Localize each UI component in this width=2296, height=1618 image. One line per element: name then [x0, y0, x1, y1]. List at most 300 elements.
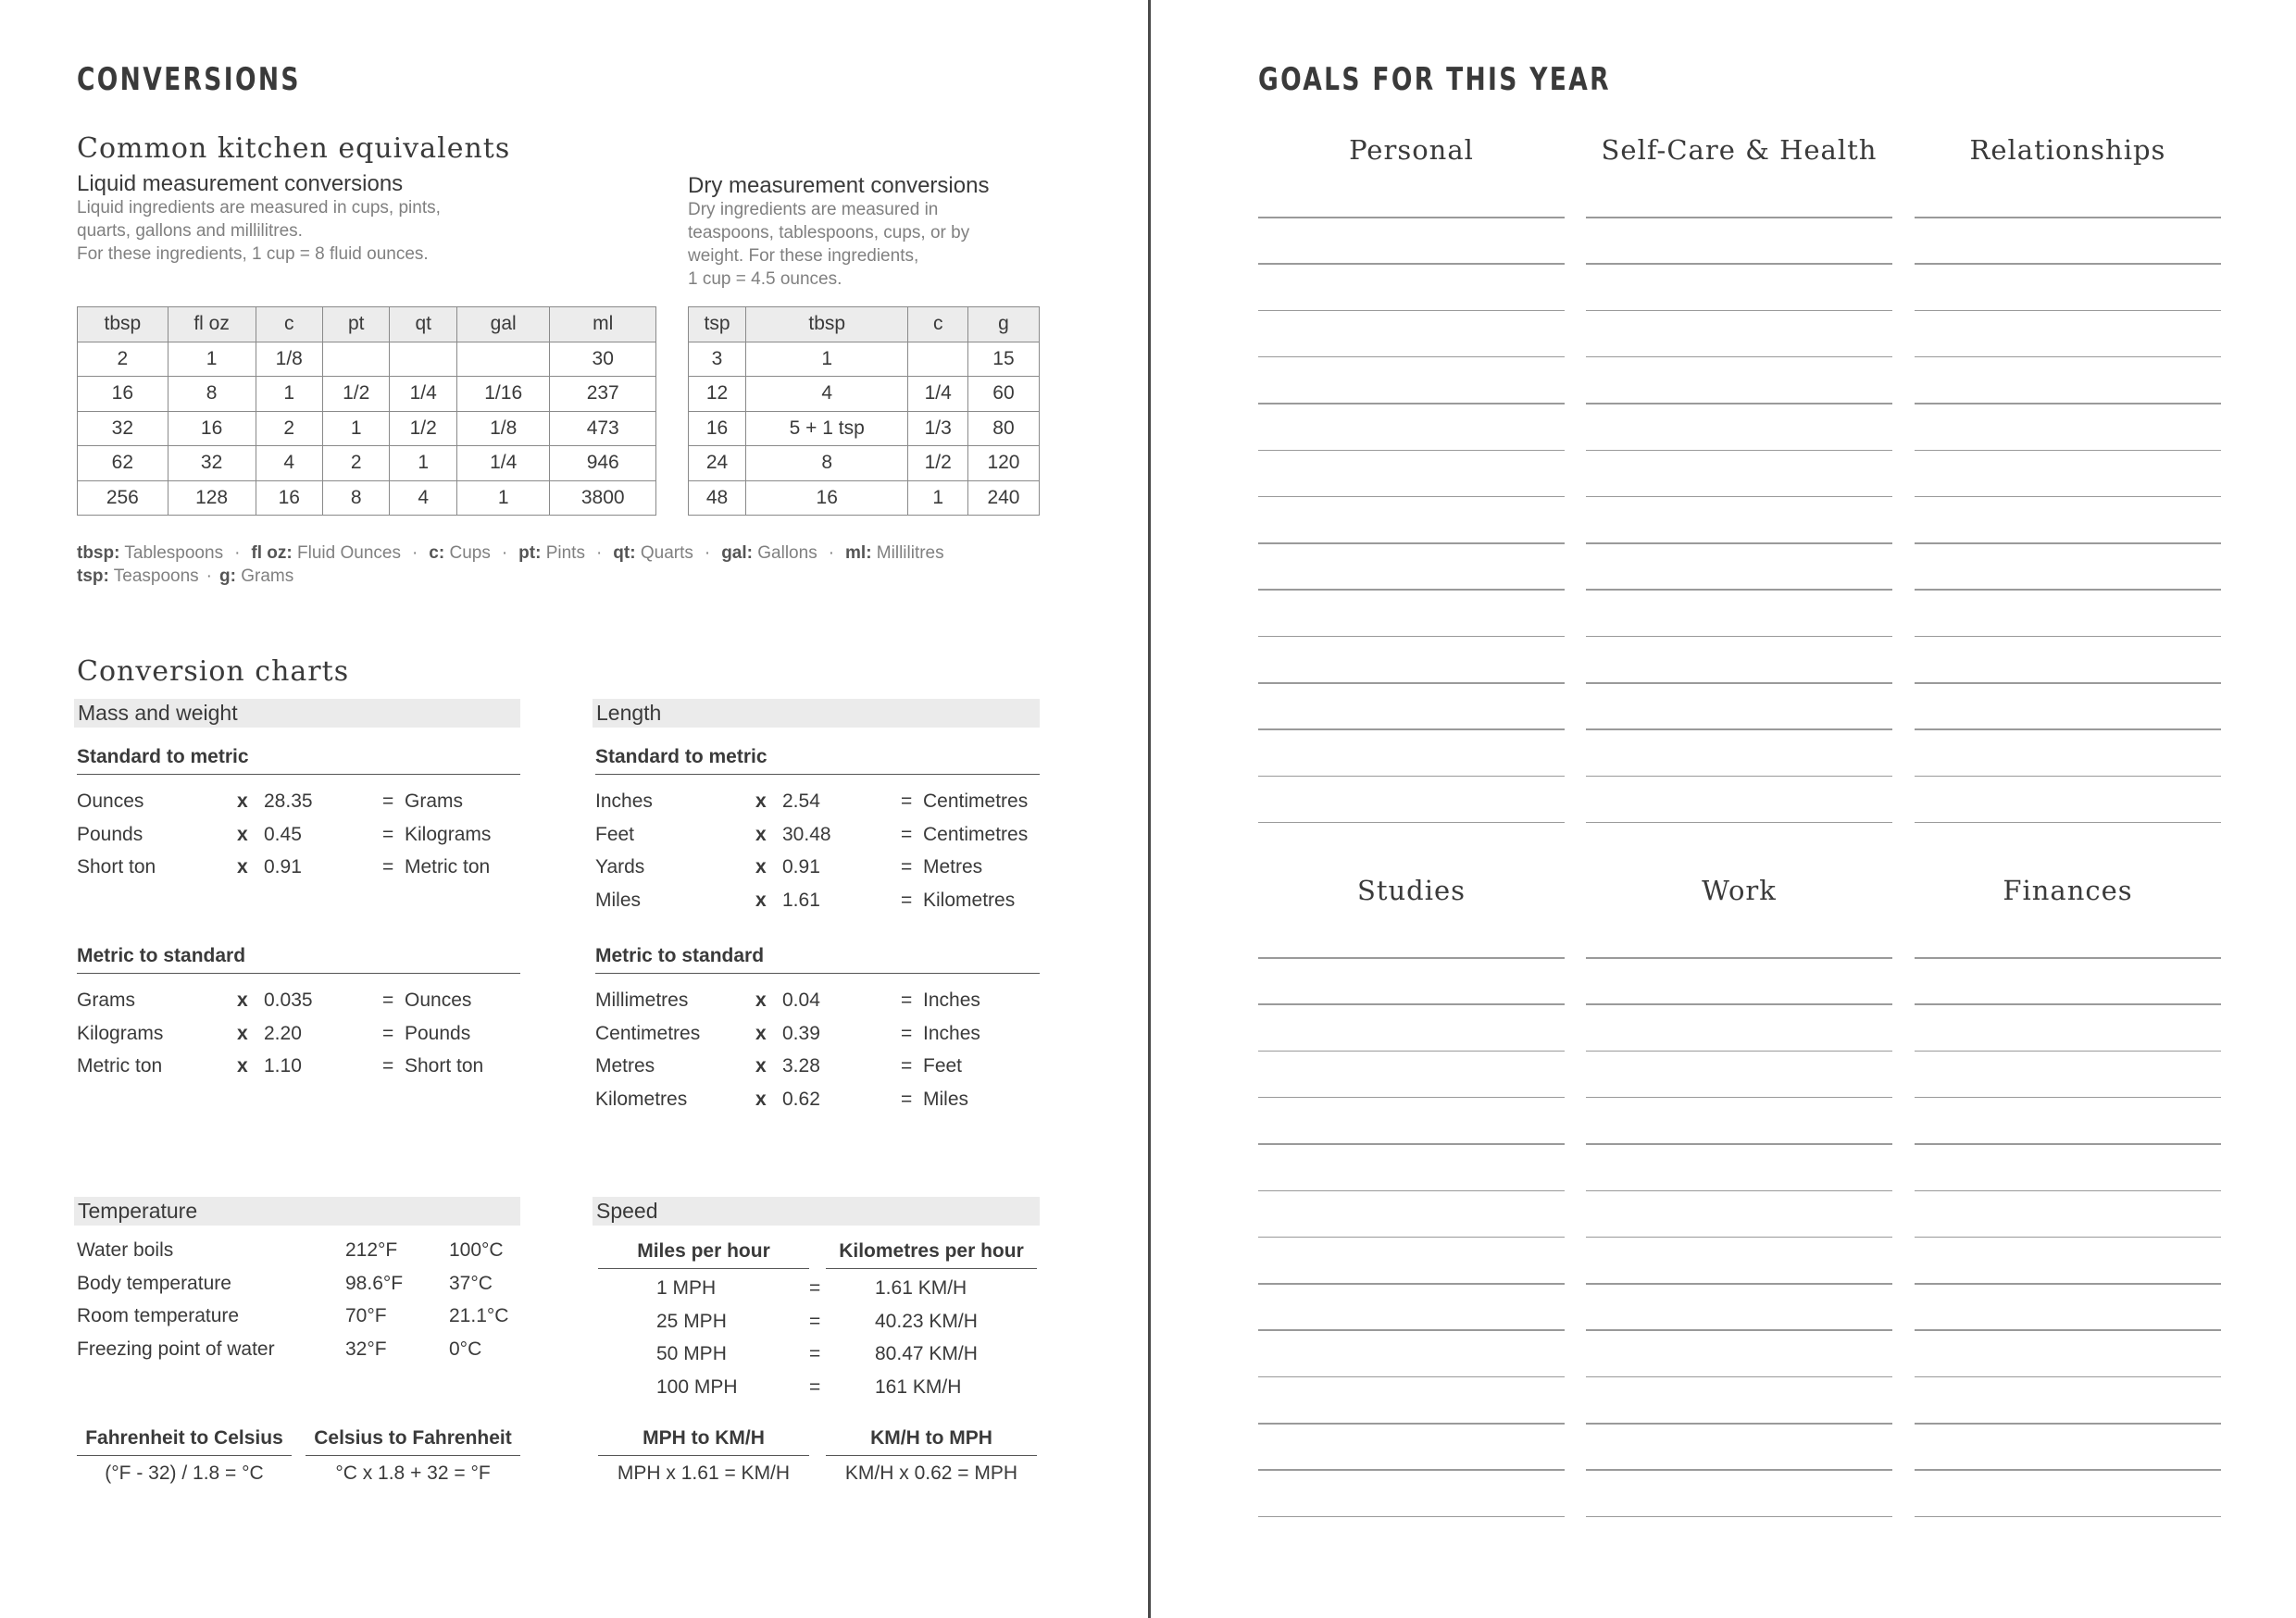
- dry-table-cell: 1: [745, 342, 907, 377]
- liquid-description: [77, 196, 441, 266]
- liquid-desc-line: For these ingredients, 1 cup = 8 fluid ounces.: [77, 244, 429, 264]
- dry-table-cell: 5 + 1 tsp: [745, 411, 907, 446]
- goal-writing-line: [1586, 403, 1892, 404]
- goal-writing-line: [1586, 1469, 1892, 1471]
- goal-category-heading: Self-Care & Health: [1601, 134, 1878, 166]
- dry-table-cell: 1/4: [908, 377, 968, 412]
- equals-sign: =: [901, 823, 913, 845]
- goal-category-heading: Relationships: [1969, 134, 2166, 166]
- abbreviation-value: Tablespoons: [124, 543, 224, 563]
- multiply-sign: x: [237, 790, 248, 812]
- equals-sign: =: [809, 1343, 821, 1364]
- multiply-sign: x: [237, 989, 248, 1011]
- length-met-from-unit: Centimetres: [595, 1022, 701, 1044]
- liquid-table-cell: 4: [256, 446, 322, 481]
- multiply-sign: x: [237, 1022, 248, 1044]
- length-std-from-unit: Inches: [595, 790, 653, 812]
- legend-separator: ·: [501, 543, 508, 563]
- length-metric-to-standard-heading: Metric to standard: [595, 945, 1040, 974]
- liquid-table-row: [78, 342, 656, 377]
- length-std-from-unit: Miles: [595, 889, 642, 911]
- goal-writing-line: [1586, 957, 1892, 959]
- abbreviation-legend-line1: [77, 543, 944, 564]
- multiply-sign: x: [755, 1022, 767, 1044]
- mass-std-from-unit: Pounds: [77, 823, 144, 845]
- goal-writing-line: [1258, 636, 1565, 638]
- goal-category-heading: Work: [1702, 875, 1777, 906]
- length-std-factor: 1.61: [782, 889, 820, 911]
- liquid-table-cell: 2: [322, 446, 389, 481]
- goals-title: GOALS FOR THIS YEAR: [1258, 61, 1611, 98]
- liquid-table-cell: 2: [78, 342, 168, 377]
- liquid-table-cell: 1/4: [390, 377, 456, 412]
- mass-met-factor: 2.20: [264, 1022, 302, 1044]
- liquid-table-column-header: qt: [390, 307, 456, 342]
- goal-writing-line: [1915, 1329, 2221, 1331]
- goal-category-heading: Finances: [2003, 875, 2133, 906]
- abbreviation-legend-line2: [77, 566, 293, 587]
- liquid-table-cell: 256: [78, 480, 168, 516]
- mass-met-from-unit: Kilograms: [77, 1022, 164, 1044]
- multiply-sign: x: [237, 856, 248, 877]
- equals-sign: =: [809, 1277, 821, 1299]
- liquid-table-cell: 8: [322, 480, 389, 516]
- length-standard-to-metric-heading: Standard to metric: [595, 746, 1040, 775]
- liquid-table-column-header: pt: [322, 307, 389, 342]
- abbreviation-value: Teaspoons: [113, 566, 199, 586]
- temperature-label: Freezing point of water: [77, 1338, 275, 1360]
- liquid-table-cell: 128: [168, 480, 256, 516]
- dry-title: Dry measurement conversions: [688, 173, 990, 198]
- goal-writing-line: [1915, 1423, 2221, 1425]
- temperature-fahrenheit: 212°F: [345, 1239, 398, 1261]
- goal-writing-line: [1586, 450, 1892, 452]
- speed-mph-value: 25 MPH: [656, 1310, 727, 1332]
- length-met-factor: 0.62: [782, 1088, 820, 1110]
- goal-writing-line: [1258, 1237, 1565, 1238]
- liquid-table-cell: 16: [168, 411, 256, 446]
- mass-std-factor: 28.35: [264, 790, 313, 812]
- dry-table-cell: 16: [689, 411, 746, 446]
- temperature-celsius: 0°C: [449, 1338, 482, 1360]
- goal-writing-line: [1586, 310, 1892, 312]
- goals-page: [1151, 0, 2296, 1618]
- goal-writing-line: [1258, 1329, 1565, 1331]
- conversion-charts-title: Conversion charts: [77, 655, 350, 688]
- legend-separator: ·: [234, 543, 241, 563]
- liquid-table-row: [78, 480, 656, 516]
- liquid-desc-line: quarts, gallons and millilitres.: [77, 221, 303, 241]
- abbreviation-value: Millilitres: [876, 543, 944, 563]
- abbreviation-value: Gallons: [757, 543, 817, 563]
- abbreviation-value: Fluid Ounces: [297, 543, 401, 563]
- liquid-table-cell: 32: [168, 446, 256, 481]
- goal-writing-line: [1915, 1376, 2221, 1378]
- temperature-fahrenheit: 32°F: [345, 1338, 387, 1360]
- liquid-table-row: [78, 411, 656, 446]
- dry-desc-line: Dry ingredients are measured in: [688, 200, 939, 219]
- speed-kmh-value: 40.23 KM/H: [875, 1310, 978, 1332]
- liquid-table-column-header: fl oz: [168, 307, 256, 342]
- goal-writing-line: [1258, 1376, 1565, 1378]
- goal-writing-line: [1258, 1516, 1565, 1518]
- dry-table-cell: 4: [745, 377, 907, 412]
- abbreviation-value: Grams: [241, 566, 294, 586]
- mass-std-from-unit: Short ton: [77, 856, 156, 877]
- goal-writing-line: [1586, 728, 1892, 730]
- equals-sign: =: [901, 1022, 913, 1044]
- goal-writing-line: [1586, 1423, 1892, 1425]
- mass-met-from-unit: Grams: [77, 989, 135, 1011]
- equals-sign: =: [382, 823, 394, 845]
- speed-mph-value: 50 MPH: [656, 1343, 727, 1364]
- goal-writing-line: [1915, 542, 2221, 544]
- speed-bar: Speed: [593, 1197, 1040, 1226]
- goal-writing-line: [1258, 1003, 1565, 1005]
- mass-met-to-unit: Short ton: [405, 1055, 484, 1077]
- page-title: CONVERSIONS: [77, 61, 301, 98]
- goal-writing-line: [1586, 1376, 1892, 1378]
- liquid-table-cell: 4: [390, 480, 456, 516]
- liquid-table-header-row: [78, 307, 656, 342]
- multiply-sign: x: [237, 1055, 248, 1077]
- dry-table-cell: 1/3: [908, 411, 968, 446]
- goal-writing-line: [1915, 728, 2221, 730]
- abbreviation-key: c:: [429, 543, 445, 563]
- liquid-table-cell: 1/2: [322, 377, 389, 412]
- goal-writing-line: [1586, 1003, 1892, 1005]
- length-met-from-unit: Millimetres: [595, 989, 689, 1011]
- goal-writing-line: [1915, 1003, 2221, 1005]
- mass-met-factor: 0.035: [264, 989, 313, 1011]
- legend-separator: ·: [595, 543, 603, 563]
- dry-table-cell: 1: [908, 480, 968, 516]
- length-std-factor: 0.91: [782, 856, 820, 877]
- temperature-bar: Temperature: [74, 1197, 520, 1226]
- equals-sign: =: [901, 1088, 913, 1110]
- dry-table-row: [689, 377, 1040, 412]
- c-to-f-heading: Celsius to Fahrenheit: [306, 1427, 520, 1456]
- goal-writing-line: [1915, 776, 2221, 778]
- liquid-table-column-header: gal: [456, 307, 549, 342]
- goal-writing-line: [1915, 403, 2221, 404]
- kmh-to-mph-heading: KM/H to MPH: [826, 1427, 1037, 1456]
- mass-metric-to-standard-heading: Metric to standard: [77, 945, 520, 974]
- goal-writing-line: [1915, 1283, 2221, 1285]
- goal-writing-line: [1915, 1469, 2221, 1471]
- goal-writing-line: [1258, 1469, 1565, 1471]
- liquid-table-row: [78, 446, 656, 481]
- dry-table-cell: 80: [967, 411, 1039, 446]
- goal-writing-line: [1586, 682, 1892, 684]
- liquid-conversion-table: [77, 306, 656, 516]
- dry-table-cell: 3: [689, 342, 746, 377]
- equals-sign: =: [901, 889, 913, 911]
- speed-kmh-value: 80.47 KM/H: [875, 1343, 978, 1364]
- kitchen-equivalents-title: Common kitchen equivalents: [77, 132, 511, 165]
- liquid-title: Liquid measurement conversions: [77, 171, 404, 196]
- mass-std-factor: 0.45: [264, 823, 302, 845]
- dry-table-cell: [908, 342, 968, 377]
- c-to-f-formula: °C x 1.8 + 32 = °F: [335, 1462, 491, 1484]
- length-std-to-unit: Centimetres: [923, 823, 1029, 845]
- temperature-fahrenheit: 98.6°F: [345, 1272, 404, 1294]
- dry-table-row: [689, 342, 1040, 377]
- goal-writing-line: [1915, 496, 2221, 498]
- dry-conversion-table: [688, 306, 1040, 516]
- speed-mph-value: 1 MPH: [656, 1277, 717, 1299]
- liquid-table-cell: 237: [550, 377, 656, 412]
- goal-writing-line: [1258, 1051, 1565, 1052]
- dry-table-cell: 48: [689, 480, 746, 516]
- legend-separator: ·: [828, 543, 835, 563]
- dry-table-row: [689, 446, 1040, 481]
- liquid-table-cell: 16: [256, 480, 322, 516]
- goal-writing-line: [1915, 822, 2221, 824]
- goal-writing-line: [1586, 822, 1892, 824]
- length-met-to-unit: Miles: [923, 1088, 969, 1110]
- dry-table-cell: 15: [967, 342, 1039, 377]
- multiply-sign: x: [237, 823, 248, 845]
- legend-separator: ·: [704, 543, 711, 563]
- length-met-to-unit: Inches: [923, 1022, 980, 1044]
- length-std-from-unit: Feet: [595, 823, 635, 845]
- goal-writing-line: [1915, 682, 2221, 684]
- length-met-to-unit: Feet: [923, 1055, 963, 1077]
- goal-writing-line: [1258, 1097, 1565, 1099]
- mass-met-from-unit: Metric ton: [77, 1055, 163, 1077]
- goal-writing-line: [1258, 1283, 1565, 1285]
- kmh-to-mph-formula: KM/H x 0.62 = MPH: [844, 1462, 1018, 1484]
- multiply-sign: x: [755, 889, 767, 911]
- liquid-table-row: [78, 377, 656, 412]
- dry-desc-line: 1 cup = 4.5 ounces.: [688, 269, 842, 289]
- equals-sign: =: [809, 1375, 821, 1398]
- goal-writing-line: [1258, 822, 1565, 824]
- equals-sign: =: [382, 1055, 394, 1077]
- length-met-factor: 3.28: [782, 1055, 820, 1077]
- goal-writing-line: [1258, 728, 1565, 730]
- goal-writing-line: [1586, 1329, 1892, 1331]
- length-met-factor: 0.04: [782, 989, 820, 1011]
- length-std-to-unit: Kilometres: [923, 889, 1016, 911]
- legend-separator: ·: [206, 566, 212, 586]
- liquid-table-cell: 8: [168, 377, 256, 412]
- goal-writing-line: [1258, 957, 1565, 959]
- dry-table-cell: 1/2: [908, 446, 968, 481]
- liquid-table-cell: 473: [550, 411, 656, 446]
- mass-std-to-unit: Metric ton: [405, 856, 491, 877]
- goal-writing-line: [1915, 450, 2221, 452]
- goal-writing-line: [1586, 356, 1892, 358]
- multiply-sign: x: [755, 856, 767, 877]
- goal-writing-line: [1915, 589, 2221, 591]
- equals-sign: =: [809, 1310, 821, 1332]
- goal-writing-line: [1586, 542, 1892, 544]
- liquid-table-cell: 1: [322, 411, 389, 446]
- f-to-c-formula: (°F - 32) / 1.8 = °C: [105, 1462, 264, 1484]
- liquid-table-cell: 16: [78, 377, 168, 412]
- equals-sign: =: [901, 989, 913, 1011]
- mass-weight-bar: Mass and weight: [74, 699, 520, 728]
- goal-writing-line: [1915, 1516, 2221, 1518]
- goal-writing-line: [1586, 1283, 1892, 1285]
- mass-met-to-unit: Ounces: [405, 989, 472, 1011]
- mass-std-factor: 0.91: [264, 856, 302, 877]
- goal-writing-line: [1586, 1190, 1892, 1192]
- equals-sign: =: [382, 1022, 394, 1044]
- mass-std-from-unit: Ounces: [77, 790, 144, 812]
- goal-writing-line: [1915, 310, 2221, 312]
- goal-category-heading: Studies: [1356, 875, 1466, 906]
- goal-category-heading: Personal: [1349, 134, 1474, 166]
- dry-table-row: [689, 411, 1040, 446]
- dry-table-cell: 60: [967, 377, 1039, 412]
- goal-writing-line: [1258, 310, 1565, 312]
- length-met-from-unit: Kilometres: [595, 1088, 688, 1110]
- abbreviation-value: Cups: [449, 543, 491, 563]
- goal-writing-line: [1586, 1051, 1892, 1052]
- goal-writing-line: [1915, 356, 2221, 358]
- kmh-heading: Kilometres per hour: [826, 1240, 1037, 1269]
- temperature-celsius: 37°C: [449, 1272, 493, 1294]
- abbreviation-key: pt:: [518, 543, 542, 563]
- abbreviation-key: ml:: [845, 543, 872, 563]
- dry-table-column-header: c: [908, 307, 968, 342]
- multiply-sign: x: [755, 1088, 767, 1110]
- abbreviation-key: fl oz:: [251, 543, 293, 563]
- mass-met-to-unit: Pounds: [405, 1022, 471, 1044]
- length-met-to-unit: Inches: [923, 989, 980, 1011]
- mass-standard-to-metric-heading: Standard to metric: [77, 746, 520, 775]
- goal-writing-line: [1915, 957, 2221, 959]
- length-std-factor: 2.54: [782, 790, 820, 812]
- goal-writing-line: [1258, 263, 1565, 265]
- dry-table-column-header: g: [967, 307, 1039, 342]
- liquid-table-cell: 1: [390, 446, 456, 481]
- liquid-table-cell: 1: [168, 342, 256, 377]
- temperature-label: Body temperature: [77, 1272, 231, 1294]
- legend-separator: ·: [411, 543, 418, 563]
- temperature-celsius: 100°C: [449, 1239, 504, 1261]
- abbreviation-value: Quarts: [640, 543, 693, 563]
- dry-table-cell: 12: [689, 377, 746, 412]
- dry-desc-line: teaspoons, tablespoons, cups, or by: [688, 223, 970, 243]
- liquid-table-cell: 62: [78, 446, 168, 481]
- temperature-celsius: 21.1°C: [449, 1305, 509, 1326]
- goal-writing-line: [1915, 263, 2221, 265]
- equals-sign: =: [382, 989, 394, 1011]
- liquid-desc-line: Liquid ingredients are measured in cups, pints,: [77, 198, 441, 218]
- goal-writing-line: [1586, 589, 1892, 591]
- liquid-table-column-header: c: [256, 307, 322, 342]
- speed-kmh-value: 1.61 KM/H: [875, 1277, 967, 1299]
- goal-writing-line: [1586, 1143, 1892, 1145]
- temperature-label: Water boils: [77, 1239, 174, 1261]
- liquid-table-cell: 1/8: [256, 342, 322, 377]
- liquid-table-cell: [390, 342, 456, 377]
- abbreviation-value: Pints: [545, 543, 585, 563]
- abbreviation-key: gal:: [721, 543, 753, 563]
- goal-writing-line: [1586, 263, 1892, 265]
- goal-writing-line: [1915, 636, 2221, 638]
- equals-sign: =: [901, 856, 913, 877]
- dry-table-column-header: tbsp: [745, 307, 907, 342]
- mass-met-factor: 1.10: [264, 1055, 302, 1077]
- length-std-to-unit: Metres: [923, 856, 983, 877]
- goal-writing-line: [1586, 636, 1892, 638]
- goal-writing-line: [1586, 1097, 1892, 1099]
- abbreviation-key: tbsp:: [77, 543, 120, 563]
- goal-writing-line: [1258, 1423, 1565, 1425]
- goal-writing-line: [1258, 403, 1565, 404]
- mph-to-kmh-heading: MPH to KM/H: [598, 1427, 809, 1456]
- liquid-table-cell: 32: [78, 411, 168, 446]
- liquid-table-cell: [456, 342, 549, 377]
- dry-table-cell: 120: [967, 446, 1039, 481]
- multiply-sign: x: [755, 1055, 767, 1077]
- length-std-to-unit: Centimetres: [923, 790, 1029, 812]
- dry-table-header-row: [689, 307, 1040, 342]
- goal-writing-line: [1258, 1190, 1565, 1192]
- temperature-fahrenheit: 70°F: [345, 1305, 387, 1326]
- mph-to-kmh-formula: MPH x 1.61 = KM/H: [617, 1462, 791, 1484]
- length-met-from-unit: Metres: [595, 1055, 655, 1077]
- equals-sign: =: [901, 1055, 913, 1077]
- abbreviation-key: g:: [219, 566, 236, 586]
- multiply-sign: x: [755, 989, 767, 1011]
- dry-description: [688, 198, 969, 291]
- mass-std-to-unit: Grams: [405, 790, 463, 812]
- liquid-table-column-header: ml: [550, 307, 656, 342]
- length-std-factor: 30.48: [782, 823, 831, 845]
- mass-std-to-unit: Kilograms: [405, 823, 492, 845]
- abbreviation-key: tsp:: [77, 566, 109, 586]
- liquid-table-cell: 1/4: [456, 446, 549, 481]
- goal-writing-line: [1915, 1051, 2221, 1052]
- liquid-table-cell: [322, 342, 389, 377]
- dry-table-column-header: tsp: [689, 307, 746, 342]
- goal-writing-line: [1258, 1143, 1565, 1145]
- length-std-from-unit: Yards: [595, 856, 645, 877]
- f-to-c-heading: Fahrenheit to Celsius: [77, 1427, 292, 1456]
- equals-sign: =: [382, 790, 394, 812]
- liquid-table-cell: 30: [550, 342, 656, 377]
- dry-table-cell: 8: [745, 446, 907, 481]
- length-bar: Length: [593, 699, 1040, 728]
- goal-writing-line: [1586, 776, 1892, 778]
- speed-mph-value: 100 MPH: [656, 1375, 738, 1398]
- liquid-table-cell: 1/16: [456, 377, 549, 412]
- goal-writing-line: [1915, 1097, 2221, 1099]
- mph-heading: Miles per hour: [598, 1240, 809, 1269]
- dry-table-cell: 24: [689, 446, 746, 481]
- dry-table-cell: 240: [967, 480, 1039, 516]
- goal-writing-line: [1915, 1190, 2221, 1192]
- liquid-table-cell: 3800: [550, 480, 656, 516]
- liquid-table-cell: 1/2: [390, 411, 456, 446]
- liquid-table-cell: 1: [456, 480, 549, 516]
- temperature-label: Room temperature: [77, 1305, 240, 1326]
- liquid-table-cell: 1: [256, 377, 322, 412]
- goal-writing-line: [1586, 217, 1892, 218]
- dry-table-cell: 16: [745, 480, 907, 516]
- goal-writing-line: [1915, 1237, 2221, 1238]
- equals-sign: =: [901, 790, 913, 812]
- goal-writing-line: [1258, 496, 1565, 498]
- goal-writing-line: [1258, 589, 1565, 591]
- multiply-sign: x: [755, 823, 767, 845]
